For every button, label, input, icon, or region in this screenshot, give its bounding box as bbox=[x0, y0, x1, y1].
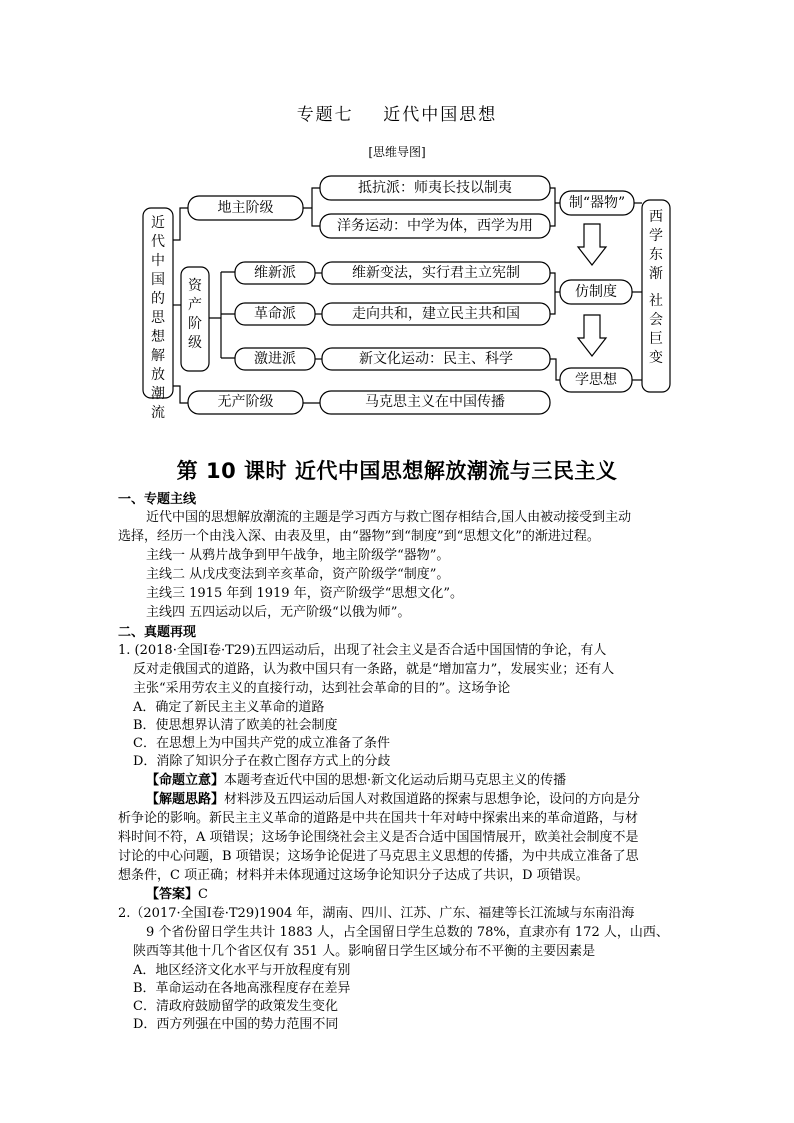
q2-stem-line-1: 2.（2017·全国Ⅰ卷·T29)1904 年，湖南、四川、江苏、广东、福建等长江流域与东南沿海 bbox=[118, 906, 635, 921]
q2-option-b: B．革命运动在各地高涨程度存在差异 bbox=[133, 981, 351, 996]
radical-d-text: 新文化运动：民主、科学 bbox=[359, 351, 513, 367]
section-2-heading: 二、真题再现 bbox=[118, 625, 197, 640]
q1-option-c: C．在思想上为中国共产党的成立准备了条件 bbox=[133, 736, 390, 751]
section-1-heading: 一、专题主线 bbox=[118, 492, 197, 507]
q1-analysis-text-1: 材料涉及五四运动后国人对救国道路的探索与思想争论，设问的方向是分 bbox=[224, 792, 641, 807]
mindmap-label: [思维导图] bbox=[368, 145, 426, 159]
q2-stem-line-3: 陕西等其他十几个省区仅有 351 人。影响留日学生区域分布不平衡的主要因素是 bbox=[133, 944, 596, 959]
radical-text: 激进派 bbox=[254, 351, 296, 367]
stage1-text: 制“器物” bbox=[568, 195, 626, 211]
q1-option-d: D．消除了知识分子在救亡图存方式上的分歧 bbox=[133, 754, 391, 769]
q1-stem-line-2: 反对走俄国式的道路，认为救中国只有一条路，就是“增加富力”，发展实业；还有人 bbox=[133, 662, 615, 677]
landlord-to-stage1 bbox=[550, 188, 560, 226]
landlord-a-text: 抵抗派：师夷长技以制夷 bbox=[358, 180, 512, 196]
proletariat-text: 无产阶级 bbox=[217, 394, 274, 410]
reform-d-text: 维新变法，实行君主立宪制 bbox=[352, 265, 520, 281]
q1-analysis-line-4: 讨论的中心问题，B 项错误；这场争论促进了马克思主义思想的传播，为中共成立准备了思 bbox=[118, 849, 639, 864]
q1-stem-line-1: 1. (2018·全国Ⅰ卷·T29)五四运动后，出现了社会主义是否合适中国国情的争论，有人 bbox=[118, 643, 607, 658]
section-1-para-line-1: 近代中国的思想解放潮流的主题是学习西方与救亡图存相结合,国人由被动接受到主动 bbox=[146, 510, 632, 525]
q1-stem-line-3: 主张“采用劳农主义的直接行动，达到社会革命的目的”。这场争论 bbox=[133, 681, 511, 696]
reform-text: 维新派 bbox=[254, 265, 296, 281]
revo-d-text: 走向共和，建立民主共和国 bbox=[352, 306, 520, 322]
section-1-para-line-2: 选择，经历一个由浅入深、由表及里，由“器物”到“制度”到“思想文化”的渐进过程。 bbox=[118, 529, 600, 544]
landlord-text: 地主阶级 bbox=[217, 200, 274, 216]
landlord-b-text: 洋务运动：中学为体，西学为用 bbox=[337, 218, 533, 234]
q1-intent-label: 【命题立意】 bbox=[146, 773, 225, 788]
proletariat-d-text: 马克思主义在中国传播 bbox=[365, 394, 505, 410]
q1-intent bbox=[146, 771, 566, 790]
arrow-2 bbox=[578, 315, 606, 356]
mainline-1: 主线一 从鸦片战争到甲午战争，地主阶级学“器物”。 bbox=[146, 548, 450, 563]
topic-title: 专题七 近代中国思想 bbox=[296, 105, 498, 125]
root-to-landlord bbox=[173, 208, 188, 240]
bourgeois-text: 资 产 阶 级 bbox=[188, 278, 202, 351]
bourgeois-branch bbox=[209, 272, 235, 358]
q2-stem-line-2: 9 个省份留日学生共计 1883 人，占全国留日学生总数的 78%，直隶亦有 172 人，山西、 bbox=[146, 925, 669, 940]
q1-option-b: B．使思想界认清了欧美的社会制度 bbox=[133, 718, 338, 733]
q1-analysis-line-1 bbox=[146, 790, 640, 809]
lesson-title: 第 10 课时 近代中国思想解放潮流与三民主义 bbox=[176, 459, 618, 483]
mindmap-diagram bbox=[0, 160, 794, 420]
mainline-3: 主线三 1915 年到 1919 年，资产阶级学“思想文化”。 bbox=[146, 586, 463, 601]
q1-analysis-line-2: 析争论的影响。新民主主义革命的道路是中共在国共十年对峙中探索出来的革命道路，与材 bbox=[118, 811, 639, 826]
q1-answer-value: C bbox=[198, 887, 208, 902]
q1-answer-label: 【答案】 bbox=[146, 887, 199, 902]
revo-text: 革命派 bbox=[254, 306, 296, 322]
q1-analysis-line-5: 想条件，C 项正确；材料并未体现通过这场争论知识分子达成了共识，D 项错误。 bbox=[118, 868, 589, 883]
root-to-proletariat bbox=[173, 386, 188, 403]
q2-option-c: C．清政府鼓励留学的政策发生变化 bbox=[133, 999, 338, 1014]
q1-option-a: A．确定了新民主主义革命的道路 bbox=[133, 700, 325, 715]
q2-option-a: A．地区经济文化水平与开放程度有别 bbox=[133, 963, 351, 978]
landlord-branch bbox=[303, 188, 320, 226]
mindmap-root-text: 近 代 中 国 的 思 想 解 放 潮 流 bbox=[151, 215, 165, 421]
q1-answer bbox=[146, 885, 208, 904]
mainline-4: 主线四 五四运动以后，无产阶级“以俄为师”。 bbox=[146, 605, 411, 620]
q2-option-d: D．西方列强在中国的势力范围不同 bbox=[133, 1017, 339, 1032]
arrow-1 bbox=[578, 224, 606, 265]
q1-analysis-line-3: 料时间不符，A 项错误；这场争论围绕社会主义是否合适中国国情展开，欧美社会制度不是 bbox=[118, 830, 639, 845]
stage3-text: 学思想 bbox=[575, 372, 617, 388]
q1-analysis-label: 【解题思路】 bbox=[146, 792, 225, 807]
right-text: 西 学 东 渐 社 会 巨 变 bbox=[649, 209, 663, 366]
q1-intent-text: 本题考查近代中国的思想·新文化运动后期马克思主义的传播 bbox=[224, 773, 567, 788]
stage2-text: 仿制度 bbox=[575, 284, 617, 300]
radical-to-stage3 bbox=[550, 359, 560, 380]
mainline-2: 主线二 从戊戌变法到辛亥革命，资产阶级学“制度”。 bbox=[146, 567, 450, 582]
bourgeois-to-stage2 bbox=[550, 273, 560, 314]
